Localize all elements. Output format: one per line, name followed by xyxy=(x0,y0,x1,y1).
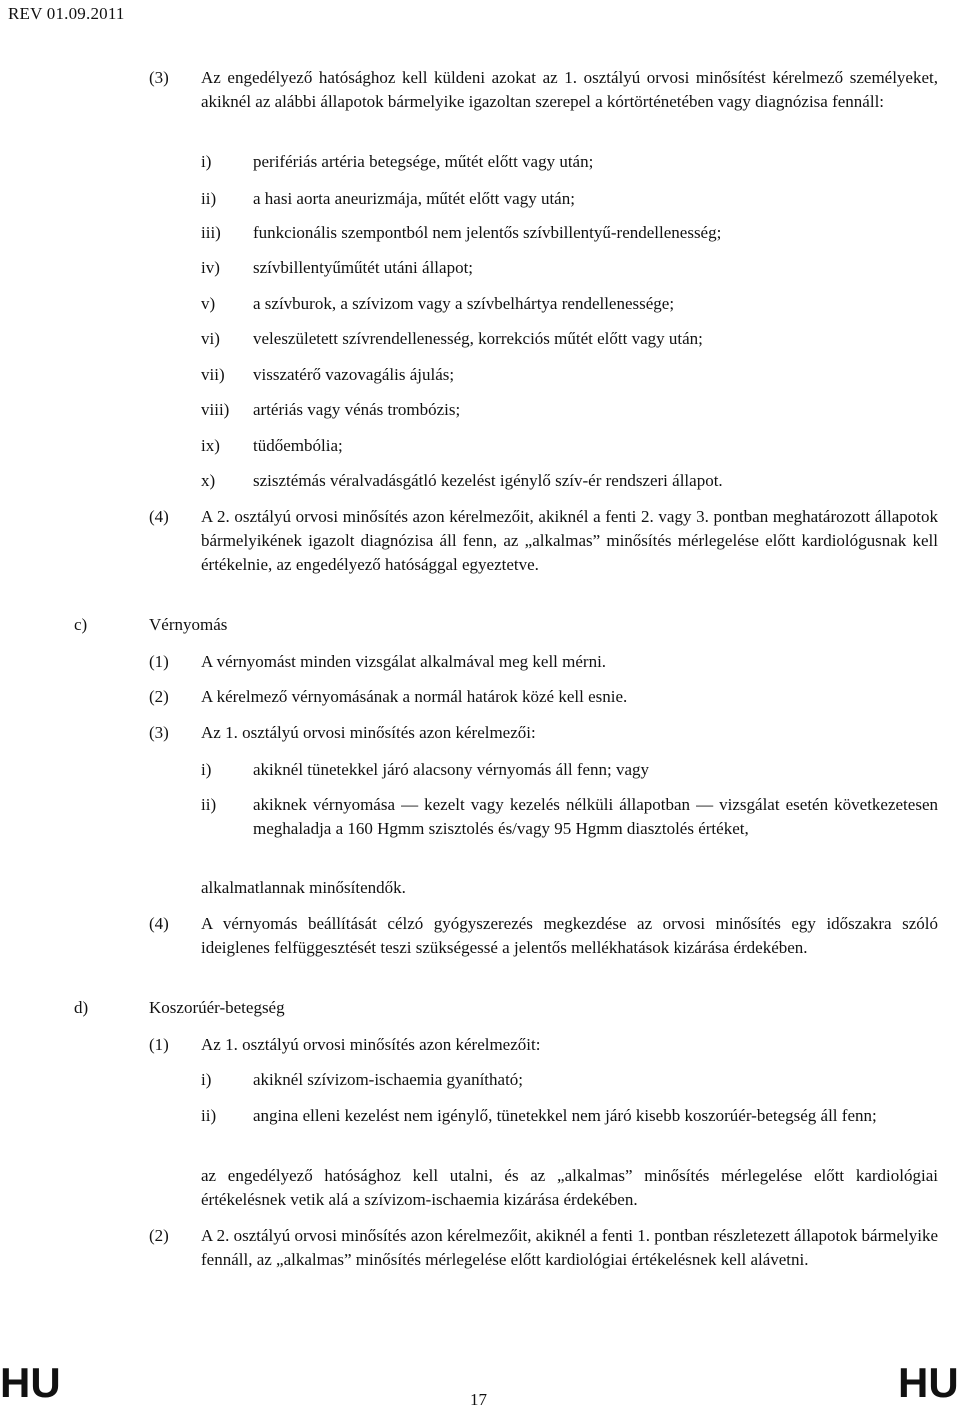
list-item-text: veleszületett szívrendellenesség, korrekciós műtét előtt vagy után; xyxy=(253,329,703,348)
list-item-number: ii) xyxy=(201,795,217,814)
revision-header: REV 01.09.2011 xyxy=(8,4,125,23)
list-item-text: akiknél szívizom-ischaemia gyanítható; xyxy=(253,1070,524,1089)
list-item-number: v) xyxy=(201,294,216,313)
list-item-text: tüdőembólia; xyxy=(253,436,343,455)
paragraph-text: A vérnyomást minden vizsgálat alkalmával meg kell mérni. xyxy=(201,652,607,671)
list-item-number: vii) xyxy=(201,365,225,384)
paragraph-number: (2) xyxy=(149,1226,169,1245)
paragraph-number: (3) xyxy=(149,723,169,742)
list-item-text: visszatérő vazovagális ájulás; xyxy=(253,365,455,384)
list-item-text: a hasi aorta aneurizmája, műtét előtt vagy után; xyxy=(253,189,575,208)
paragraph-number: (1) xyxy=(149,652,169,671)
list-item-number: ii) xyxy=(201,1106,217,1125)
paragraph-number: (3) xyxy=(149,68,169,87)
paragraph-text: Az engedélyező hatósághoz kell küldeni azokat az 1. osztályú orvosi minősítést kérelmező személyeket, akiknél az alábbi állapotok bármelyike igazoltan szerepel a kórtörténetében vagy diagnózisa fennáll: xyxy=(201,68,938,111)
list-item-number: iii) xyxy=(201,223,221,242)
list-item-text: szisztémás véralvadásgátló kezelést igénylő szív-ér rendszeri állapot. xyxy=(253,471,723,490)
list-item-number: i) xyxy=(201,760,212,779)
section-title: Vérnyomás xyxy=(149,615,228,634)
section-letter: c) xyxy=(74,615,88,634)
list-item-number: viii) xyxy=(201,400,230,419)
list-item-text: angina elleni kezelést nem igénylő, tünetekkel nem járó kisebb koszorúér-betegség áll fenn; xyxy=(253,1106,877,1125)
list-item-number: ix) xyxy=(201,436,220,455)
list-item-text: a szívburok, a szívizom vagy a szívbelhártya rendellenessége; xyxy=(253,294,675,313)
section-title: Koszorúér-betegség xyxy=(149,998,285,1017)
list-item-text: artériás vagy vénás trombózis; xyxy=(253,400,461,419)
paragraph-text: A vérnyomás beállítását célzó gyógyszerezés megkezdése az orvosi minősítés egy időszakra szóló ideiglenes felfüggesztését teszi szükségessé a jelentős mellékhatások kizárása érdekében. xyxy=(201,914,938,957)
list-item-text: szívbillentyűműtét utáni állapot; xyxy=(253,258,474,277)
closing-text: alkalmatlannak minősítendők. xyxy=(201,878,406,897)
list-item-number: vi) xyxy=(201,329,220,348)
list-item-number: ii) xyxy=(201,189,217,208)
list-item-number: iv) xyxy=(201,258,220,277)
footer-language-right: HU xyxy=(898,1359,959,1406)
list-item-text: perifériás artéria betegsége, műtét előtt vagy után; xyxy=(253,152,594,171)
page-number: 17 xyxy=(470,1390,487,1409)
paragraph-text: A 2. osztályú orvosi minősítés azon kérelmezőit, akiknél a fenti 2. vagy 3. pontban meghatározott állapotok bármelyikének igazolt diagnózisa áll fenn, az „alkalmas” minősítés mérlegelése előtt kardiológusnak kell értékelnie, az engedélyező hatósággal egyeztetve. xyxy=(201,507,938,574)
paragraph-text: A 2. osztályú orvosi minősítés azon kérelmezőit, akiknél a fenti 1. pontban részletezett állapotok bármelyike fennáll, az „alkalmas” minősítés mérlegelése előtt kardiológiai értékelésnek kell alávetni. xyxy=(201,1226,938,1269)
section-letter: d) xyxy=(74,998,89,1017)
list-item-text: akiknél tünetekkel járó alacsony vérnyomás áll fenn; vagy xyxy=(253,760,650,779)
list-item-number: x) xyxy=(201,471,216,490)
list-item-number: i) xyxy=(201,1070,212,1089)
footer-language-left: HU xyxy=(0,1359,61,1406)
paragraph-text: Az 1. osztályú orvosi minősítés azon kérelmezői: xyxy=(201,723,536,742)
paragraph-number: (1) xyxy=(149,1035,169,1054)
list-item-text: akiknek vérnyomása — kezelt vagy kezelés nélküli állapotban — vizsgálat esetén következetesen meghaladja a 160 Hgmm szisztolés és/vagy 95 Hgmm diasztolés értéket, xyxy=(253,795,938,838)
closing-text: az engedélyező hatósághoz kell utalni, és az „alkalmas” minősítés mérlegelése előtt kardiológiai értékelésnek vetik alá a szívizom-ischaemia kizárása érdekében. xyxy=(201,1166,938,1209)
paragraph-number: (4) xyxy=(149,507,169,526)
list-item-text: funkcionális szempontból nem jelentős szívbillentyű-rendellenesség; xyxy=(253,223,722,242)
list-item-number: i) xyxy=(201,152,212,171)
paragraph-text: Az 1. osztályú orvosi minősítés azon kérelmezőit: xyxy=(201,1035,541,1054)
paragraph-number: (4) xyxy=(149,914,169,933)
paragraph-number: (2) xyxy=(149,687,169,706)
paragraph-text: A kérelmező vérnyomásának a normál határok közé kell esnie. xyxy=(201,687,628,706)
